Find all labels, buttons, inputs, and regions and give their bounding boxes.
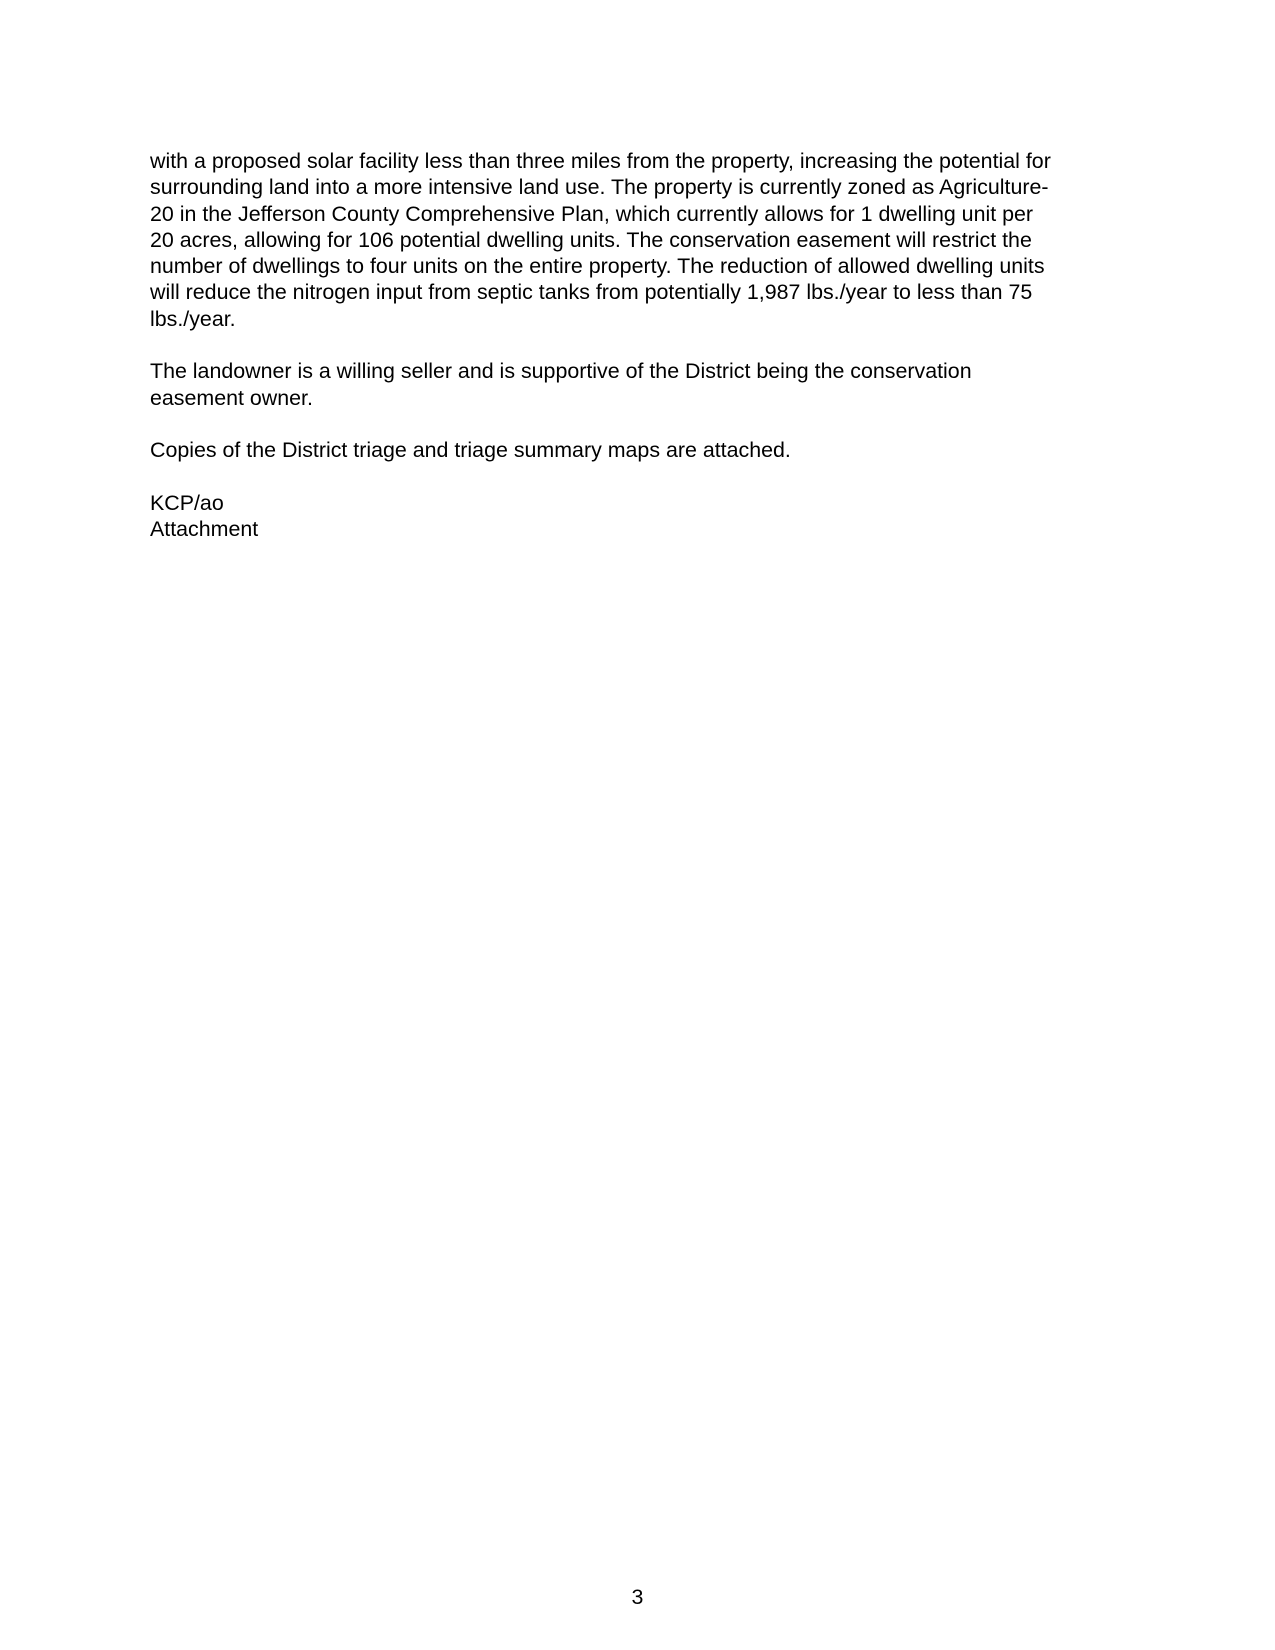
text-line: 20 acres, allowing for 106 potential dwelling units. The conservation easement will restrict the <box>150 227 1032 252</box>
closing-block <box>150 490 1135 543</box>
text-line: surrounding land into a more intensive land use. The property is currently zoned as Agriculture- <box>150 175 1049 200</box>
text-line: The landowner is a willing seller and is supportive of the District being the conservation <box>150 359 972 384</box>
enclosure-notation: Attachment <box>150 517 259 542</box>
paragraph-maps <box>150 437 1135 463</box>
text-line: will reduce the nitrogen input from septic tanks from potentially 1,987 lbs./year to less than 75 <box>150 280 1033 305</box>
text-line: Copies of the District triage and triage summary maps are attached. <box>150 438 791 463</box>
reference-initials: KCP/ao <box>150 490 224 515</box>
text-line: lbs./year. <box>150 306 236 331</box>
page-number: 3 <box>631 1585 644 1609</box>
text-line: easement owner. <box>150 385 313 410</box>
text-line: with a proposed solar facility less than three miles from the property, increasing the potential for <box>150 149 1051 173</box>
text-line: 20 in the Jefferson County Comprehensive Plan, which currently allows for 1 dwelling unit per <box>150 201 1034 226</box>
text-line: number of dwellings to four units on the entire property. The reduction of allowed dwelling units <box>150 254 1045 279</box>
document-body <box>150 148 1135 569</box>
paragraph-landowner <box>150 358 1135 411</box>
paragraph-zoning <box>150 148 1135 332</box>
